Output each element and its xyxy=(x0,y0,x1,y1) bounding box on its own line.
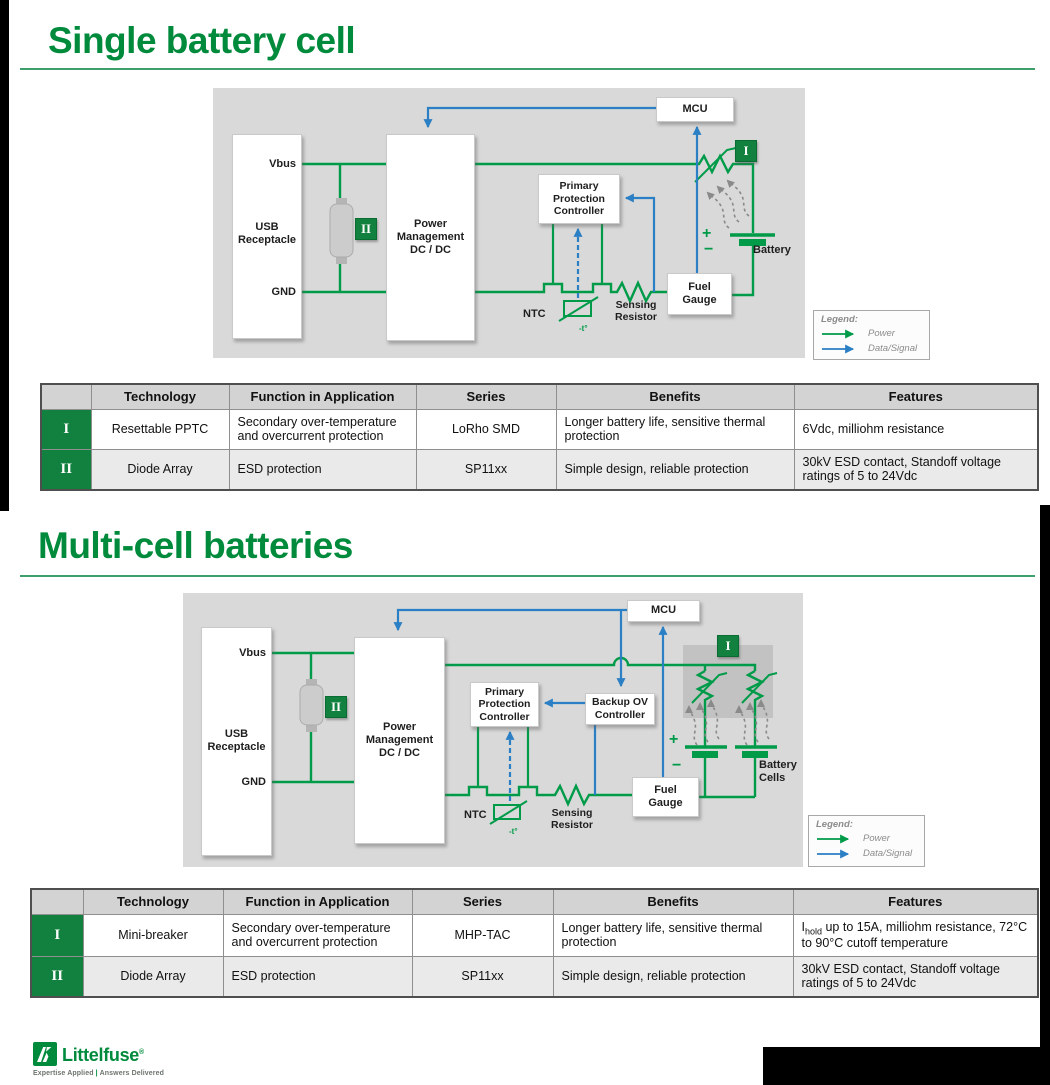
header-benefits: Benefits xyxy=(553,889,793,914)
usb-label-line2: Receptacle xyxy=(237,234,297,246)
cell-num: II xyxy=(41,449,91,490)
section2-title: Multi-cell batteries xyxy=(38,525,353,566)
pm-line1: Power xyxy=(382,720,416,733)
legend-title: Legend: xyxy=(816,819,853,830)
cell-function: Secondary over-temperature and overcurrent protection xyxy=(229,409,416,449)
data-arrow-icon xyxy=(816,849,858,859)
cell-technology: Diode Array xyxy=(91,449,229,490)
cell-features: 30kV ESD contact, Standoff voltage ratings of 5 to 24Vdc xyxy=(793,956,1038,997)
ppc-line3: Controller xyxy=(553,205,605,218)
sensing-resistor-label: Sensing Resistor xyxy=(550,807,593,832)
cell-function: Secondary over-temperature and overcurrent protection xyxy=(223,914,412,956)
ppc-line3: Controller xyxy=(479,710,530,723)
usb-label-line2: Receptacle xyxy=(207,741,266,753)
cell-technology: Mini-breaker xyxy=(83,914,223,956)
power-management-box xyxy=(386,134,475,341)
badge-ii-marker: II xyxy=(355,218,377,240)
legend-box-2 xyxy=(808,815,925,867)
battery-symbol xyxy=(730,235,775,243)
battery-return-wire xyxy=(730,246,753,295)
fuel-line1: Fuel xyxy=(688,280,711,293)
usb-receptacle-box xyxy=(232,134,302,339)
section1-rule xyxy=(20,68,1035,70)
littelfuse-logo-icon xyxy=(33,1042,57,1066)
ppc-line2: Protection xyxy=(478,698,531,711)
right-black-bar xyxy=(1040,505,1050,1085)
ppc-line1: Primary xyxy=(484,685,525,698)
header-technology: Technology xyxy=(83,889,223,914)
cell-num: II xyxy=(31,956,83,997)
sensing-resistor-label: Sensing Resistor xyxy=(614,299,657,324)
multi-cell-wiring-svg xyxy=(183,593,803,867)
pm-line1: Power xyxy=(413,217,447,230)
legend-data-row xyxy=(821,341,929,356)
cells-return-wire xyxy=(697,758,755,797)
ntc-temp-label: -t° xyxy=(579,324,588,333)
cell-features: 30kV ESD contact, Standoff voltage ratings of 5 to 24Vdc xyxy=(794,449,1038,490)
cell-series: MHP-TAC xyxy=(412,914,553,956)
backup-ov-controller-box xyxy=(585,693,655,725)
single-cell-table xyxy=(40,383,1039,491)
diode-array-component xyxy=(300,679,323,732)
battery-minus: − xyxy=(704,241,714,258)
header-series: Series xyxy=(412,889,553,914)
fuel-line1: Fuel xyxy=(654,783,677,796)
usb-label-line1: USB xyxy=(255,221,279,233)
cell-benefits: Longer battery life, sensitive thermal protection xyxy=(556,409,794,449)
ppc-line2: Protection xyxy=(553,192,605,205)
power-arrow-icon xyxy=(821,329,863,339)
sense-to-ppc-signal xyxy=(626,198,654,292)
fuel-line2: Gauge xyxy=(682,294,717,306)
backup-line1: Backup OV xyxy=(591,696,649,709)
header-technology: Technology xyxy=(91,384,229,409)
ppc-line1: Primary xyxy=(559,180,599,193)
cell-series: LoRho SMD xyxy=(416,409,556,449)
battery-plus: + xyxy=(702,225,712,242)
header-num xyxy=(31,889,83,914)
cell-features: $I_{hold}$ up to 15A, milliohm resistance, 72°C to 90°C cutoff temperature xyxy=(793,914,1038,956)
legend-power-label: Power xyxy=(863,833,890,844)
cell-technology: Resettable PPTC xyxy=(91,409,229,449)
pm-line2: Management xyxy=(365,733,434,746)
ntc-temp-label: -t° xyxy=(509,827,518,836)
header-features: Features xyxy=(794,384,1038,409)
header-features: Features xyxy=(793,889,1038,914)
mcu-to-pm-signal xyxy=(428,108,656,127)
fuel-gauge-box xyxy=(667,273,732,315)
data-arrow-icon xyxy=(821,344,863,354)
legend-power-row xyxy=(821,326,929,341)
battery-cells-label: Battery Cells xyxy=(759,759,797,784)
gnd-label: GND xyxy=(271,286,296,298)
multi-cell-diagram xyxy=(183,593,803,867)
section2-rule xyxy=(20,575,1035,577)
single-cell-diagram xyxy=(213,88,805,358)
battery-label: Battery xyxy=(753,244,791,256)
tagline-left: Expertise Applied xyxy=(33,1070,94,1077)
cell-benefits: Longer battery life, sensitive thermal protection xyxy=(553,914,793,956)
brand-tagline xyxy=(33,1070,164,1077)
table-header-row xyxy=(31,889,1038,914)
power-arrow-icon xyxy=(816,834,858,844)
legend-title: Legend: xyxy=(821,314,858,325)
cell-features: 6Vdc, milliohm resistance xyxy=(794,409,1038,449)
usb-label-line1: USB xyxy=(224,728,249,740)
tagline-right: Answers Delivered xyxy=(99,1070,164,1077)
usb-receptacle-box xyxy=(201,627,272,856)
cell-technology: Diode Array xyxy=(83,956,223,997)
cell-series: SP11xx xyxy=(412,956,553,997)
ppc-legs xyxy=(478,726,528,787)
mcu-box xyxy=(627,600,700,622)
vbus-label: Vbus xyxy=(269,158,296,170)
heat-arrows xyxy=(708,181,749,228)
mcu-box xyxy=(656,97,734,122)
primary-protection-controller-box xyxy=(470,682,539,727)
table-row xyxy=(31,956,1038,997)
badge-i-marker: I xyxy=(735,140,757,162)
legend-power-row xyxy=(816,831,924,846)
fuel-line2: Gauge xyxy=(648,797,683,809)
table-header-row xyxy=(41,384,1038,409)
badge-i-marker: I xyxy=(717,635,739,657)
pm-line3: DC / DC xyxy=(410,244,451,257)
pm-line2: Management xyxy=(396,230,465,243)
cell-num: I xyxy=(41,409,91,449)
mcu-label: MCU xyxy=(650,604,677,617)
cell-benefits: Simple design, reliable protection xyxy=(553,956,793,997)
bottom-right-black-block xyxy=(763,1047,1050,1085)
cell-benefits: Simple design, reliable protection xyxy=(556,449,794,490)
mcu-label: MCU xyxy=(682,102,708,115)
header-series: Series xyxy=(416,384,556,409)
header-num xyxy=(41,384,91,409)
gnd-label: GND xyxy=(241,776,266,788)
legend-box-1 xyxy=(813,310,930,360)
legend-power-label: Power xyxy=(868,328,895,339)
multi-cell-table xyxy=(30,888,1039,998)
backup-line2: Controller xyxy=(594,709,646,721)
fuel-gauge-box xyxy=(632,777,699,817)
badge-ii-marker: II xyxy=(325,696,347,718)
legend-data-label: Data/Signal xyxy=(868,343,918,354)
tagline-separator: | xyxy=(95,1070,98,1077)
left-black-bar xyxy=(0,0,9,511)
cells-minus: − xyxy=(672,757,682,774)
registered-mark: ® xyxy=(139,1049,144,1056)
header-benefits: Benefits xyxy=(556,384,794,409)
header-function: Function in Application xyxy=(223,889,412,914)
ntc-label: NTC xyxy=(464,809,487,821)
table-row xyxy=(41,409,1038,449)
table-row xyxy=(31,914,1038,956)
cell-num: I xyxy=(31,914,83,956)
mcu-to-pm-signal xyxy=(398,610,627,630)
vbus-label: Vbus xyxy=(239,647,266,659)
legend-data-row xyxy=(816,846,924,861)
table-row xyxy=(41,449,1038,490)
power-management-box xyxy=(354,637,445,844)
pm-line3: DC / DC xyxy=(379,747,420,760)
diode-array-component xyxy=(330,198,353,264)
section1-title: Single battery cell xyxy=(48,20,356,61)
littelfuse-brand-text: Littelfuse® xyxy=(62,1045,144,1065)
cells-plus: + xyxy=(669,731,679,748)
cell-series: SP11xx xyxy=(416,449,556,490)
primary-protection-controller-box xyxy=(538,174,620,224)
legend-data-label: Data/Signal xyxy=(863,848,913,859)
battery-cells-symbol xyxy=(685,747,777,755)
cell-function: ESD protection xyxy=(223,956,412,997)
protection-gnd-wire xyxy=(443,786,632,804)
cell-function: ESD protection xyxy=(229,449,416,490)
ntc-label: NTC xyxy=(523,308,546,320)
header-function: Function in Application xyxy=(229,384,416,409)
